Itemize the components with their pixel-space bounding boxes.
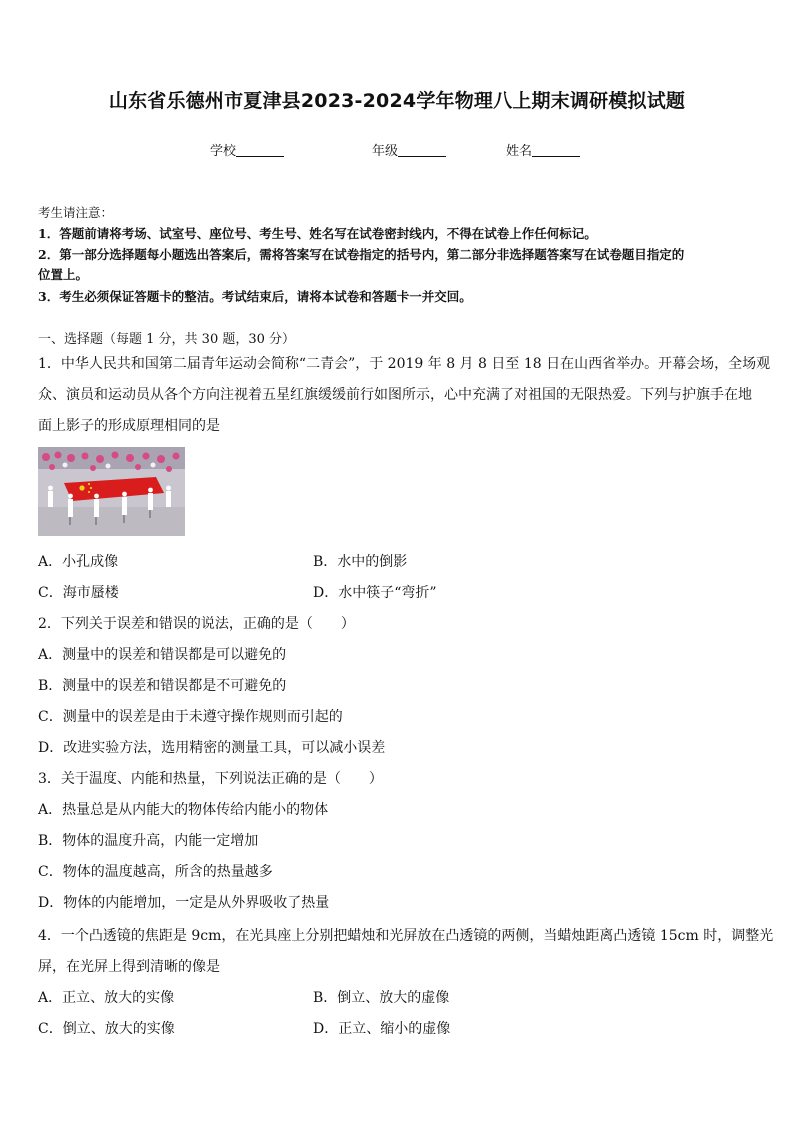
- grade-field: [372, 140, 446, 159]
- grade-label: 年级: [372, 144, 399, 159]
- q3-option-b: B．物体的温度升高，内能一定增加: [38, 833, 259, 849]
- notice-item-2-cont: 位置上。: [38, 267, 89, 282]
- school-field: [210, 140, 284, 159]
- flag-ceremony-photo: [38, 447, 185, 536]
- name-blank: [532, 143, 580, 157]
- q2-option-a: A．测量中的误差和错误都是可以避免的: [38, 647, 287, 663]
- q2-stem: 2．下列关于误差和错误的说法，正确的是（ ）: [38, 616, 355, 632]
- exam-title: 山东省乐德州市夏津县2023-2024学年物理八上期末调研模拟试题: [108, 90, 686, 112]
- q1-option-a: A．小孔成像: [38, 554, 119, 570]
- q3-option-c: C．物体的温度越高，所含的热量越多: [38, 864, 273, 880]
- q1-option-b: B．水中的倒影: [313, 554, 408, 570]
- q1-line-3: 面上影子的形成原理相同的是: [38, 418, 220, 434]
- q2-option-d: D．改进实验方法，选用精密的测量工具，可以减小误差: [38, 740, 386, 756]
- q4-line-2: 屏，在光屏上得到清晰的像是: [38, 959, 220, 975]
- q4-option-b: B．倒立、放大的虚像: [313, 990, 450, 1006]
- q2-option-b: B．测量中的误差和错误都是不可避免的: [38, 678, 287, 694]
- q3-stem: 3．关于温度、内能和热量，下列说法正确的是（ ）: [38, 771, 383, 787]
- q1-option-d: D．水中筷子“弯折”: [313, 585, 437, 601]
- q4-line-1: 4．一个凸透镜的焦距是 9cm，在光具座上分别把蜡烛和光屏放在凸透镜的两侧，当蜡烛距离凸透镜 15cm 时，调整光: [38, 928, 774, 944]
- q3-option-a: A．热量总是从内能大的物体传给内能小的物体: [38, 802, 329, 818]
- school-label: 学校: [210, 144, 237, 159]
- grade-blank: [398, 143, 446, 157]
- name-field: [506, 140, 580, 159]
- q4-option-a: A．正立、放大的实像: [38, 990, 175, 1006]
- q4-option-c: C．倒立、放大的实像: [38, 1021, 175, 1037]
- notice-item-3: 3．考生必须保证答题卡的整洁。考试结束后，请将本试卷和答题卡一并交回。: [38, 289, 472, 304]
- school-blank: [236, 143, 284, 157]
- q4-option-d: D．正立、缩小的虚像: [313, 1021, 451, 1037]
- q2-option-c: C．测量中的误差是由于未遵守操作规则而引起的: [38, 709, 343, 725]
- q1-option-c: C．海市蜃楼: [38, 585, 119, 601]
- q1-line-2: 众、演员和运动员从各个方向注视着五星红旗缓缓前行如图所示，心中充满了对祖国的无限热爱。下列与护旗手在地: [38, 387, 752, 403]
- section-heading: 一、选择题（每题 1 分，共 30 题，30 分）: [38, 332, 296, 347]
- name-label: 姓名: [506, 144, 533, 159]
- notice-heading: 考生请注意：: [38, 205, 114, 220]
- q1-line-1: 1．中华人民共和国第二届青年运动会简称“二青会”，于 2019 年 8 月 8 日至 18 日在山西省举办。开幕会场，全场观: [38, 356, 771, 372]
- q3-option-d: D．物体的内能增加，一定是从外界吸收了热量: [38, 895, 330, 911]
- notice-item-2: 2．第一部分选择题每小题选出答案后，需将答案写在试卷指定的括号内，第二部分非选择题答案写在试卷题目指定的: [38, 247, 685, 262]
- notice-item-1: 1．答题前请将考场、试室号、座位号、考生号、姓名写在试卷密封线内，不得在试卷上作任何标记。: [38, 226, 597, 241]
